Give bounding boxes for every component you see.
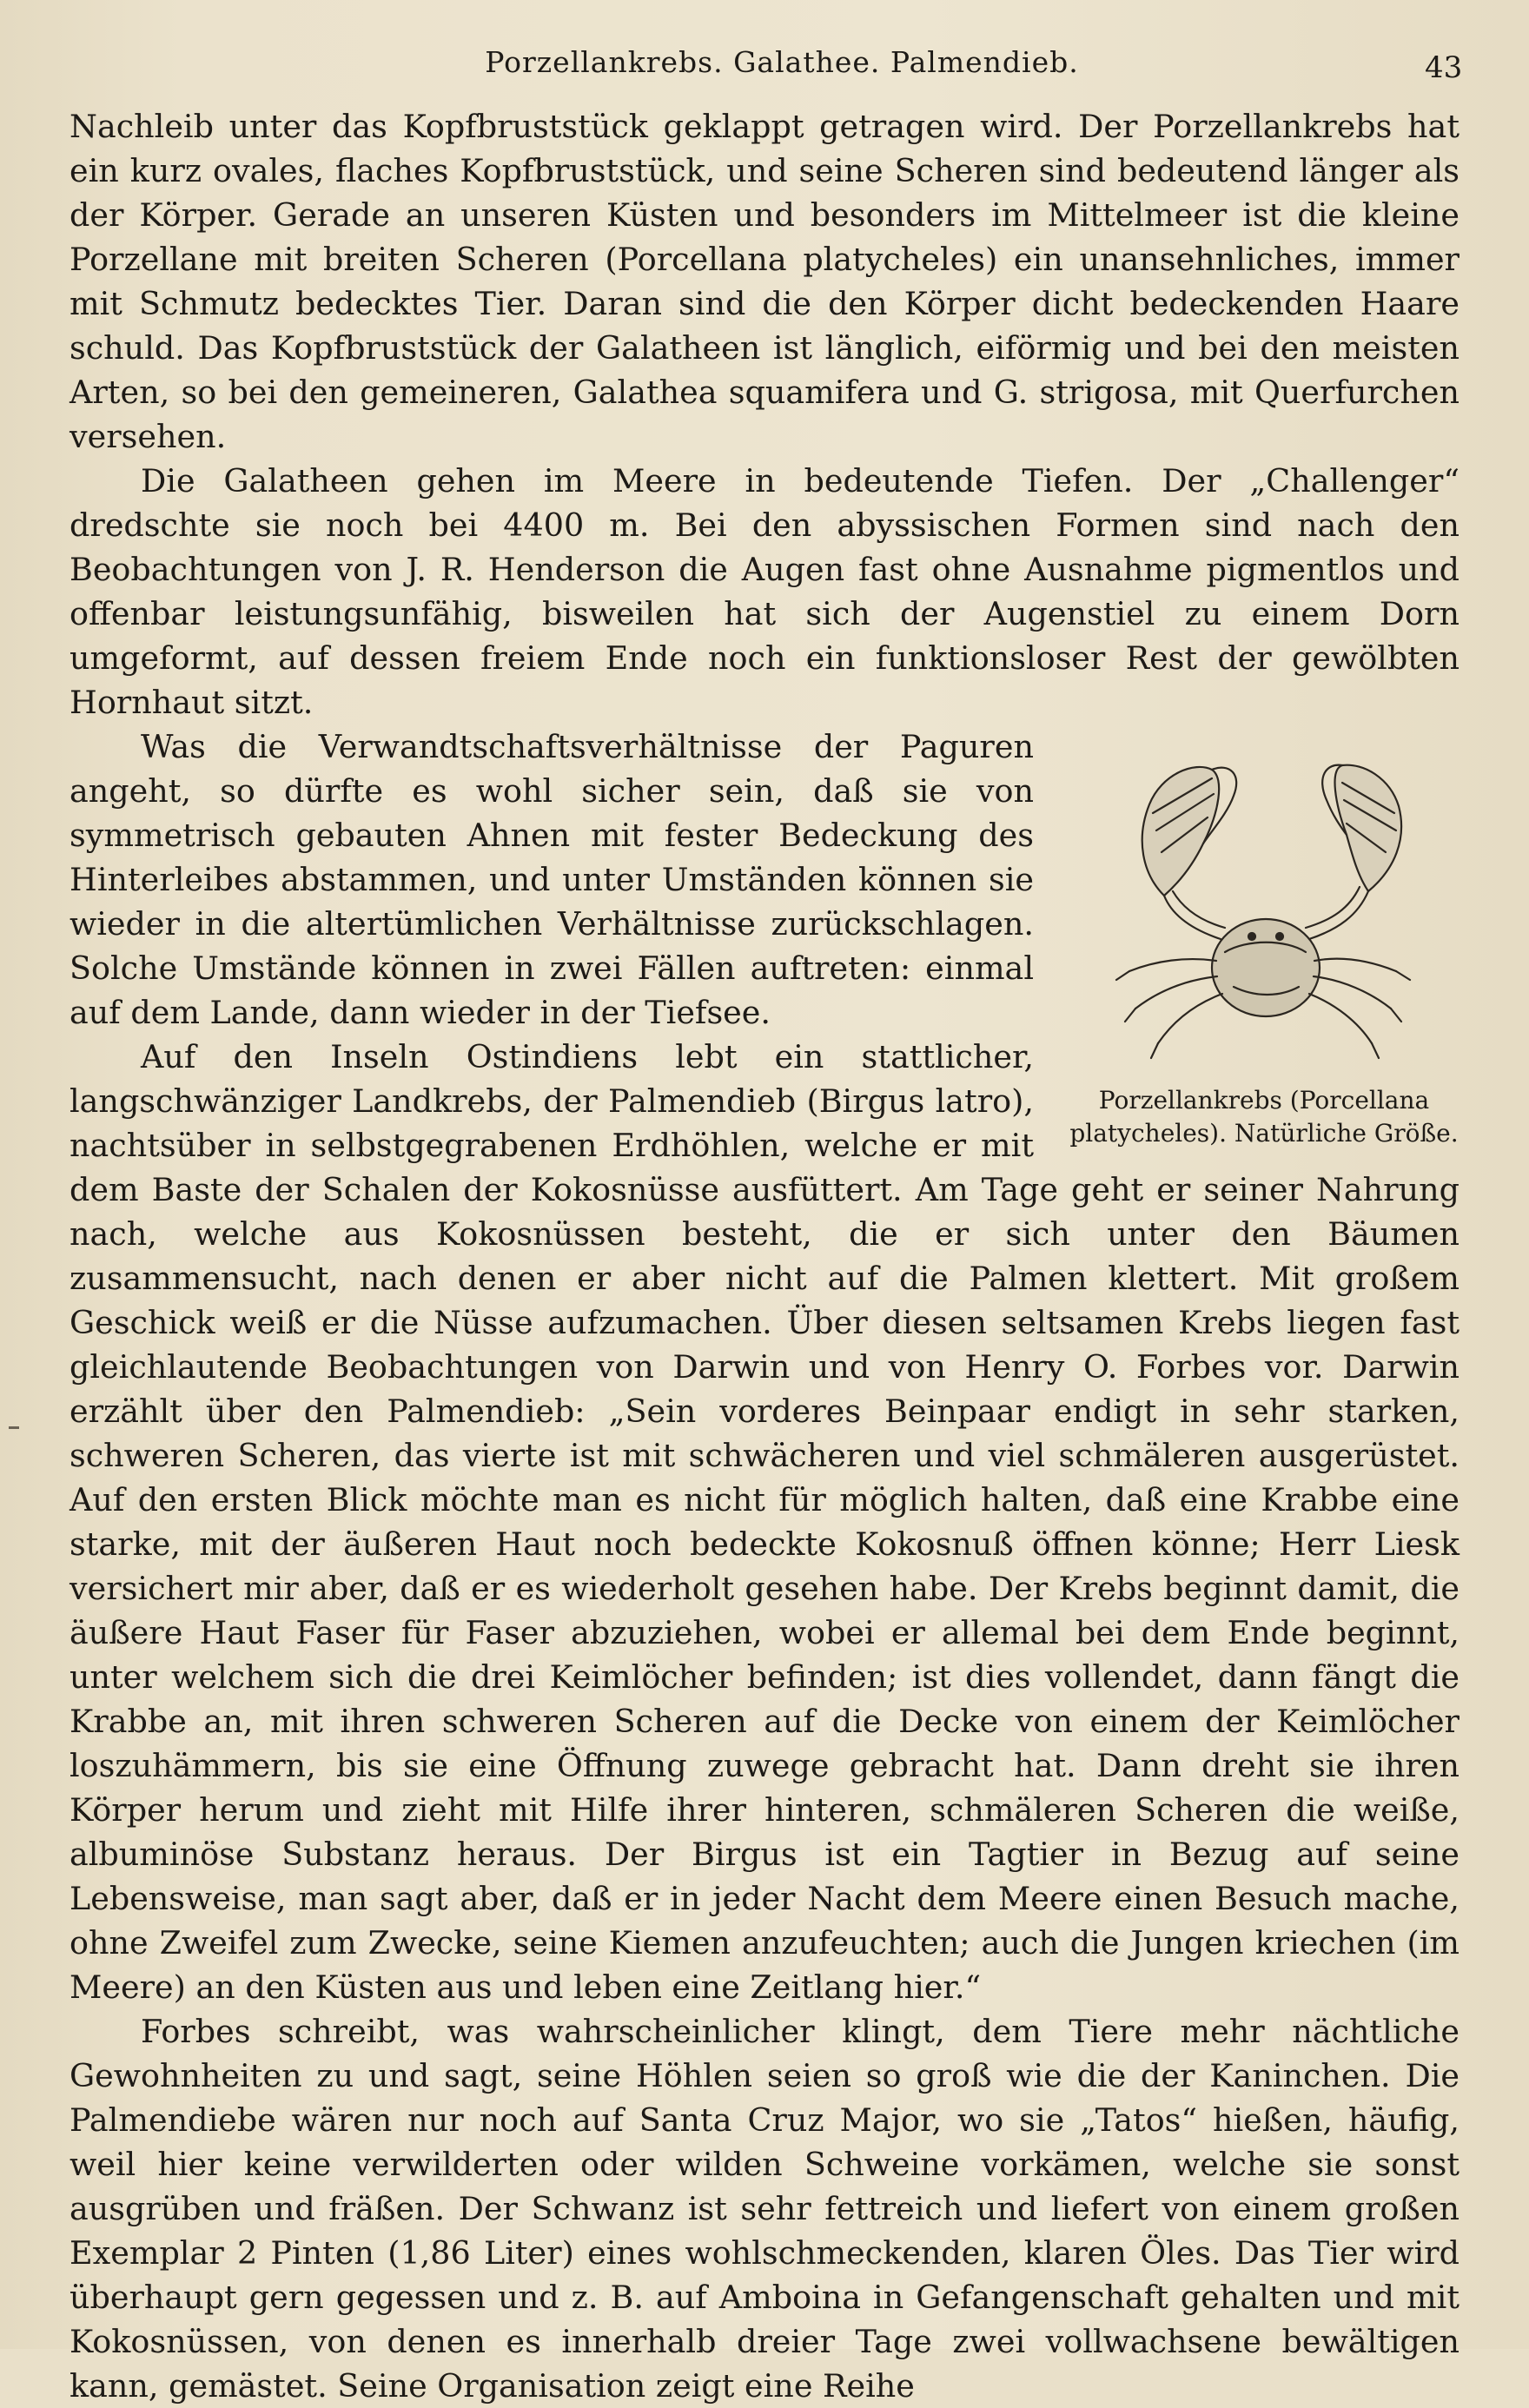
crab-figure [1069,744,1460,1150]
figure-caption: Porzellankrebs (Porcellana platycheles). Natürliche Größe. [1069,1086,1459,1148]
paragraph-5: Forbes schreibt, was wahrscheinlicher klingt, dem Tiere mehr nächtliche Gewohnheiten zu und sagt, seine Höhlen seien so groß wie die der Kaninchen. Die Palmendiebe wären nur noch auf Santa Cruz Major, wo sie „Tatos“ hießen, häufig, weil hier keine verwilderten oder wilden Schweine vorkämen, welche sie sonst ausgrüben und fräßen. Der Schwanz ist sehr fettreich und liefert von einem großen Exemplar 2 Pinten (1,86 Liter) eines wohlschmeckenden, klaren Öles. Das Tier wird überhaupt gern gegessen und z. B. auf Amboina in Gefangenschaft gehalten und mit Kokosnüssen, von denen es innerhalb dreier Tage zwei vollwachsene bewältigen kann, gemästet. Seine Organisation zeigt eine Reihe [70,2013,1460,2405]
running-title: Porzellankrebs. Galathee. Palmendieb. [485,45,1079,79]
page-number: 43 [1425,50,1463,85]
paragraph-3: Was die Verwandtschaftsverhältnisse der Paguren angeht, so dürfte es wohl sicher sein, daß sie von symmetrisch gebauten Ahnen mit fester Bedeckung des Hinterleibes abstammen, und unter Umständen können sie wieder in die altertümlichen Verhältnisse zurückschlagen. Solche Umstände können in zwei Fällen auftreten: einmal auf dem Lande, dann wieder in der Tiefsee. [70,728,1034,1031]
margin-mark [9,1426,19,1429]
page-header [0,45,1529,89]
paragraph-2: Die Galatheen gehen im Meere in bedeutende Tiefen. Der „Challenger“ dredschte sie noch bei 4400 m. Bei den abyssischen Formen sind nach den Beobachtungen von J. R. Henderson die Augen fast ohne Ausnahme pigmentlos und offenbar leistungsunfähig, bisweilen hat sich der Augenstiel zu einem Dorn umgeformt, auf dessen freiem Ende noch ein funktionsloser Rest der gewölbten Hornhaut sitzt. [70,462,1460,721]
paragraph-4: Auf den Inseln Ostindiens lebt ein stattlicher, langschwänziger Landkrebs, der Palmendieb (Birgus latro), nachtsüber in selbstgegrabenen Erdhöhlen, welche er mit dem Baste der Schalen der Kokosnüsse ausfüttert. Am Tage geht er seiner Nahrung nach, welche aus Kokosnüssen besteht, die er sich unter den Bäumen zusammensucht, nach denen er aber nicht auf die Palmen klettert. Mit großem Geschick weiß er die Nüsse aufzumachen. Über diesen seltsamen Krebs liegen fast gleichlautende Beobachtungen von Darwin und von Henry O. Forbes vor. Darwin erzählt über den Palmendieb: „Sein vorderes Beinpaar endigt in sehr starken, schweren Scheren, das vierte ist mit schwächeren und viel schmäleren ausgerüstet. Auf den ersten Blick möchte man es nicht für möglich halten, daß eine Krabbe eine starke, mit der äußeren Haut noch bedeckte Kokosnuß öffnen könne; Herr Liesk versichert mir aber, daß er es wiederholt gesehen habe. Der Krebs beginnt damit, die äußere Haut Faser für Faser abzuziehen, wobei er allemal bei dem Ende beginnt, unter welchem sich die drei Keimlöcher befinden; ist dies vollendet, dann fängt die Krabbe an, mit ihren schweren Scheren auf die Decke von einem der Keimlöcher loszuhämmern, bis sie eine Öffnung zuwege gebracht hat. Dann dreht sie ihren Körper herum und zieht mit Hilfe ihrer hinteren, schmäleren Scheren die weiße, albuminöse Substanz heraus. Der Birgus ist ein Tagtier in Bezug auf seine Lebensweise, man sagt aber, daß er in jeder Nacht dem Meere einen Besuch mache, ohne Zweifel zum Zwecke, seine Kiemen anzufeuchten; auch die Jungen kriechen (im Meere) an den Küsten aus und leben eine Zeitlang hier.“ [70,1038,1460,2006]
crab-illustration-icon [1082,744,1446,1074]
body-text [70,104,1460,2408]
paragraph-1: Nachleib unter das Kopfbruststück geklappt getragen wird. Der Porzellankrebs hat ein kurz ovales, flaches Kopfbruststück, und seine Scheren sind bedeutend länger als der Körper. Gerade an unseren Küsten und besonders im Mittelmeer ist die kleine Porzellane mit breiten Scheren (Porcellana platycheles) ein unansehnliches, immer mit Schmutz bedecktes Tier. Daran sind die den Körper dicht bedeckenden Haare schuld. Das Kopfbruststück der Galatheen ist länglich, eiförmig und bei den meisten Arten, so bei den gemeineren, Galathea squamifera und G. strigosa, mit Querfurchen versehen. [70,108,1460,455]
